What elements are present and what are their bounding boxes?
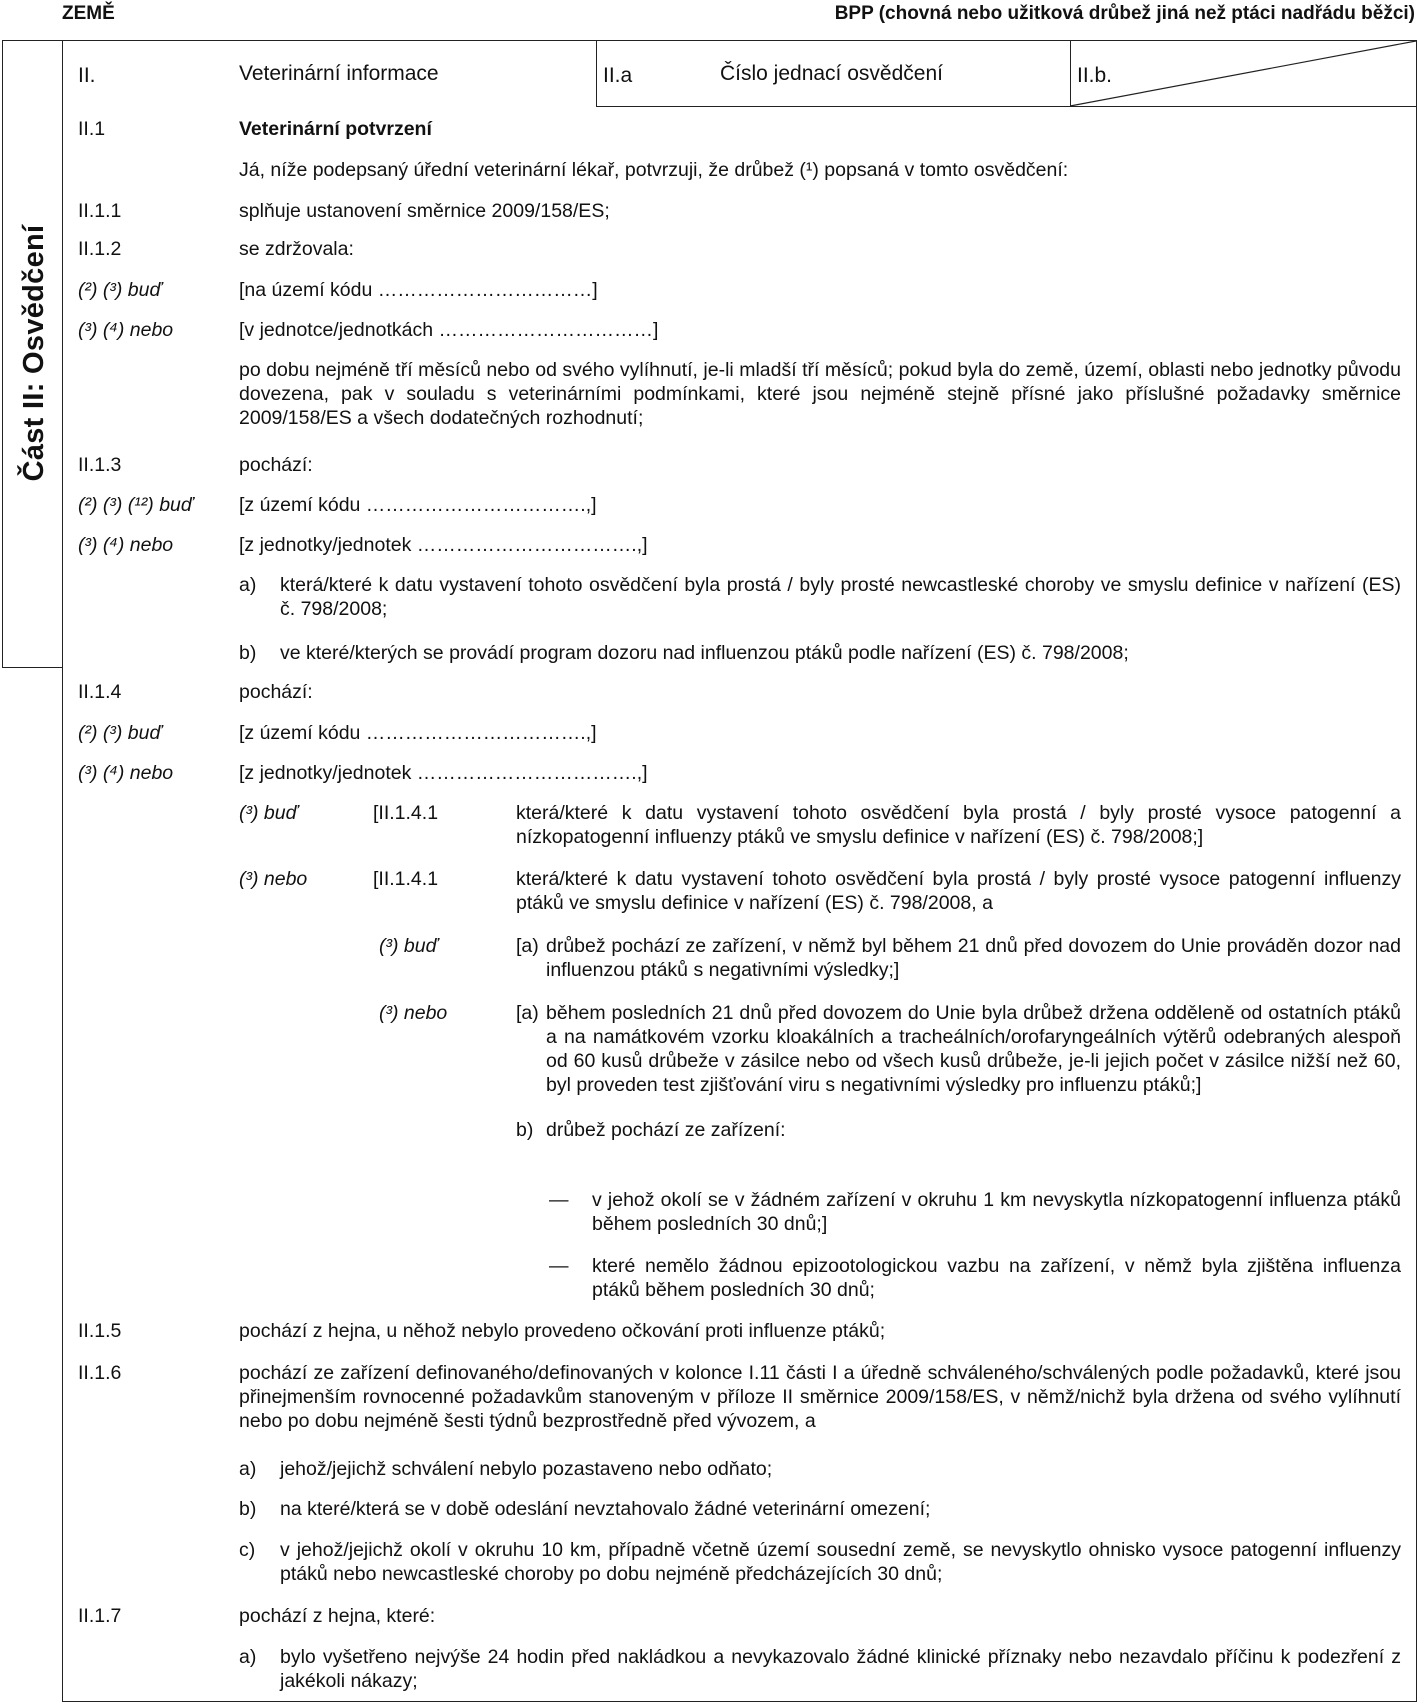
item-label: a)	[239, 574, 257, 596]
option-ref: (³) buď	[239, 802, 298, 824]
item-text: ve které/kterých se provádí program dozoru nad influenzou ptáků podle nařízení (ES) č. 798/2008;	[280, 642, 1129, 664]
iia-number: II.a	[603, 64, 633, 87]
divider-iia	[596, 40, 597, 107]
clause-number: II.1	[78, 118, 106, 140]
clause-text: pochází ze zařízení definovaného/definovaných v kolonce I.11 části I a úředně schváleného/schválených podle požadavků, které jsou přinejmenším rovnocenné požadavkům stanoveným v příloze II směrnice 2009/158/ES, v němž/nichž byla držena od svého vylíhnutí nebo po dobu nejméně šesti týdnů bezprostředně před vývozem, a	[239, 1362, 1401, 1432]
sub-clause-text: která/které k datu vystavení tohoto osvědčení byla prostá / byly prosté vysoce patogenní influenzy ptáků ve smyslu definice v nařízení (ES) č. 798/2008, a	[516, 868, 1401, 914]
item-label: [a)	[516, 1002, 539, 1024]
iia-label: Číslo jednací osvědčení	[720, 62, 943, 85]
option-text: [z jednotky/jednotek …………………………….,]	[239, 762, 648, 784]
sub-clause-text: která/které k datu vystavení tohoto osvědčení byla prostá / byly prosté vysoce patogenní a nízkopatogenní influenzy ptáků ve smyslu definice v nařízení (ES) č. 798/2008;]	[516, 802, 1401, 848]
item-text: během posledních 21 dnů před dovozem do Unie byla drůbež držena odděleně od ostatních ptáků a na namátkovém vzorku kloakálních a tracheálních/orofaryngeálních výtěrů odebraných alespoň od 60 kusů drůbeže v zásilce nebo od všech kusů drůbeže, je-li jejich počet v zásilce nižší než 60, byl proveden test zjišťování viru s negativními výsledky pro influenzu ptáků;]	[546, 1002, 1401, 1096]
certificate-title: BPP (chovná nebo užitková drůbež jiná než ptáci nadřádu běžci)	[834, 3, 1415, 24]
clause-number: II.1.7	[78, 1605, 122, 1627]
dash-item-text: v jehož okolí se v žádném zařízení v okruhu 1 km nevyskytla nízkopatogenní influenza ptáků během posledních 30 dnů;]	[592, 1189, 1401, 1235]
sub-clause-number: [II.1.4.1	[373, 868, 439, 890]
clause-number: II.1.6	[78, 1362, 122, 1384]
option-text: [z jednotky/jednotek …………………………….,]	[239, 534, 648, 556]
option-ref: (³) (⁴) nebo	[78, 762, 174, 784]
clause-text: pochází z hejna, které:	[239, 1605, 436, 1627]
section-number: II.	[78, 64, 96, 87]
option-ref: (³) buď	[379, 935, 438, 957]
item-label: a)	[239, 1458, 257, 1480]
dash-bullet: —	[549, 1189, 569, 1211]
item-label: [a)	[516, 935, 539, 957]
item-label: b)	[239, 1498, 257, 1520]
option-ref: (²) (³) (¹²) buď	[78, 494, 194, 516]
option-text: [na území kódu ……………………………]	[239, 279, 598, 301]
option-ref: (³) (⁴) nebo	[78, 534, 174, 556]
clause-number: II.1.2	[78, 238, 122, 260]
item-text: v jehož/jejichž okolí v okruhu 10 km, případně včetně území sousední země, se nevyskytlo ohnisko vysoce patogenní influenzy ptáků nebo newcastleské choroby po dobu nejméně předcházejících 30 dnů;	[280, 1539, 1401, 1585]
item-text: jehož/jejichž schválení nebylo pozastaveno nebo odňato;	[280, 1458, 773, 1480]
clause-number: II.1.5	[78, 1320, 122, 1342]
clause-number: II.1.4	[78, 681, 122, 703]
dash-bullet: —	[549, 1255, 569, 1277]
option-ref: (²) (³) buď	[78, 279, 162, 301]
clause-text: se zdržovala:	[239, 238, 354, 260]
item-label: b)	[239, 642, 257, 664]
option-text: [v jednotce/jednotkách ……………………………]	[239, 319, 659, 341]
section-label: Veterinární informace	[239, 62, 439, 85]
option-ref: (³) nebo	[239, 868, 308, 890]
country-label: ZEMĚ	[62, 3, 115, 24]
clause-text: pochází:	[239, 454, 313, 476]
sub-clause-number: [II.1.4.1	[373, 802, 439, 824]
side-label: Část II: Osvědčení	[18, 224, 50, 482]
iib-diagonal-line	[1070, 40, 1417, 107]
dash-item-text: které nemělo žádnou epizootologickou vazbu na zařízení, v němž byla zjištěna influenza ptáků během posledních 30 dnů;	[592, 1255, 1401, 1301]
item-text: bylo vyšetřeno nejvýše 24 hodin před nakládkou a nevykazovalo žádné klinické příznaky nebo nezavdalo příčinu k podezření z jakékoli nákazy;	[280, 1646, 1401, 1692]
paragraph: po dobu nejméně tří měsíců nebo od svého vylíhnutí, je-li mladší tří měsíců; pokud byla do země, území, oblasti nebo jednotky původu dovezena, pak v souladu s veterinárními podmínkami, které jsou nejméně stejně přísné jako příslušné požadavky směrnice 2009/158/ES a všech dodatečných rozhodnutí;	[239, 359, 1401, 429]
clause-title: Veterinární potvrzení	[239, 118, 432, 140]
item-text: na které/která se v době odeslání nevztahovalo žádné veterinární omezení;	[280, 1498, 931, 1520]
clause-number: II.1.1	[78, 200, 122, 222]
item-text: drůbež pochází ze zařízení, v němž byl během 21 dnů před dovozem do Unie prováděn dozor nad influenzou ptáků s negativními výsledky;]	[546, 935, 1401, 981]
clause-text: splňuje ustanovení směrnice 2009/158/ES;	[239, 200, 610, 222]
intro-text: Já, níže podepsaný úřední veterinární lékař, potvrzuji, že drůbež (¹) popsaná v tomto osvědčení:	[239, 159, 1069, 181]
item-text: drůbež pochází ze zařízení:	[546, 1119, 786, 1141]
iib-number: II.b.	[1077, 64, 1113, 87]
clause-number: II.1.3	[78, 454, 122, 476]
clause-text: pochází z hejna, u něhož nebylo provedeno očkování proti influenze ptáků;	[239, 1320, 886, 1342]
option-ref: (³) nebo	[379, 1002, 448, 1024]
option-ref: (³) (⁴) nebo	[78, 319, 174, 341]
option-text: [z území kódu …………………………….,]	[239, 722, 597, 744]
clause-text: pochází:	[239, 681, 313, 703]
option-ref: (²) (³) buď	[78, 722, 162, 744]
item-label: a)	[239, 1646, 257, 1668]
item-text: která/které k datu vystavení tohoto osvědčení byla prostá / byly prosté newcastleské choroby ve smyslu definice v nařízení (ES) č. 798/2008;	[280, 574, 1401, 620]
option-text: [z území kódu …………………………….,]	[239, 494, 597, 516]
item-label: b)	[516, 1119, 534, 1141]
item-label: c)	[239, 1539, 256, 1561]
